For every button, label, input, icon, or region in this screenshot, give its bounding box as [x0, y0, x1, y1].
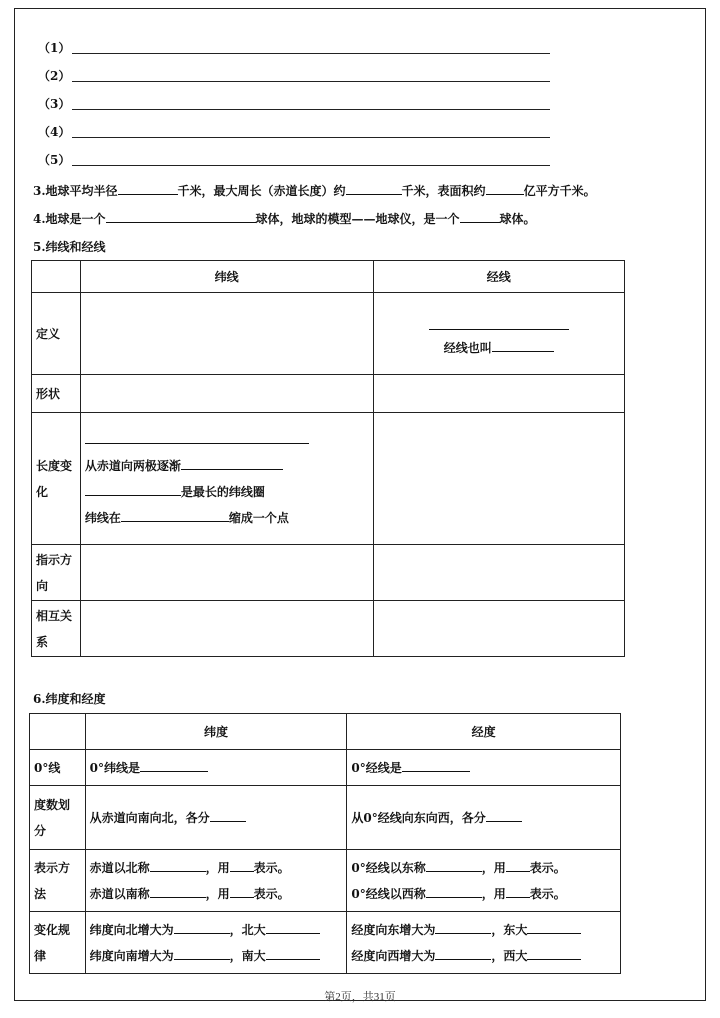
answer-blank[interactable] — [506, 885, 530, 898]
blank-line-3[interactable] — [38, 96, 550, 112]
answer-blank[interactable] — [426, 885, 482, 898]
cell-weft-relation[interactable] — [80, 601, 373, 657]
blank-line-1[interactable] — [38, 40, 550, 56]
item-label: （4） — [38, 125, 71, 139]
answer-blank[interactable] — [429, 317, 569, 330]
section-title-5: 5.纬线和经线 — [33, 240, 106, 254]
item-label: （5） — [38, 153, 71, 167]
answer-blank[interactable] — [266, 947, 320, 960]
answer-blank[interactable] — [435, 921, 491, 934]
section-title-6: 6.纬度和经度 — [33, 692, 106, 706]
col-weft: 纬线 — [80, 261, 373, 293]
blank-line-4[interactable] — [38, 124, 550, 140]
answer-blank[interactable] — [527, 947, 581, 960]
answer-blank[interactable] — [150, 885, 206, 898]
answer-blank[interactable] — [346, 182, 402, 195]
answer-blank[interactable] — [174, 947, 230, 960]
row-relation: 相互关系 — [32, 601, 81, 657]
item-label: （1） — [38, 41, 71, 55]
answer-blank[interactable] — [492, 339, 554, 352]
answer-blank[interactable] — [121, 509, 229, 522]
question-4: 4.地球是一个 球体，地球的模型——地球仪，是一个 球体。 — [33, 212, 536, 226]
cell-lat-zero[interactable]: 0°纬线是 — [85, 750, 347, 786]
col-latitude: 纬度 — [85, 714, 347, 750]
answer-blank[interactable] — [174, 921, 230, 934]
answer-blank[interactable] — [426, 859, 482, 872]
cell-lat-representation[interactable]: 赤道以北称 ，用 表示。 赤道以南称 ，用 表示。 — [85, 850, 347, 912]
row-zero-line: 0°线 — [30, 750, 86, 786]
col-longitude: 经线 — [373, 261, 624, 293]
cell-lon-rule[interactable]: 经度向东增大为 ，东大 经度向西增大为 ，西大 — [347, 912, 621, 974]
cell-weft-definition[interactable] — [80, 293, 373, 375]
cell-lon-zero[interactable]: 0°经线是 — [347, 750, 621, 786]
cell-lon-division[interactable]: 从0°经线向东向西，各分 — [347, 786, 621, 850]
cell-lat-division[interactable]: 从赤道向南向北，各分 — [85, 786, 347, 850]
row-representation: 表示方法 — [30, 850, 86, 912]
cell-longitude-shape[interactable] — [373, 375, 624, 413]
row-definition: 定义 — [32, 293, 81, 375]
cell-longitude-relation[interactable] — [373, 601, 624, 657]
answer-blank[interactable] — [150, 859, 206, 872]
answer-blank[interactable] — [506, 859, 530, 872]
answer-blank[interactable] — [460, 210, 500, 223]
answer-blank[interactable] — [140, 759, 208, 772]
row-length-change: 长度变化 — [32, 413, 81, 545]
cell-weft-length[interactable]: 从赤道向两极逐渐 是最长的纬线圈 纬线在 缩成一个点 — [80, 413, 373, 545]
blank-line-2[interactable] — [38, 68, 550, 84]
row-direction: 指示方向 — [32, 545, 81, 601]
cell-lon-representation[interactable]: 0°经线以东称 ，用 表示。 0°经线以西称 ，用 表示。 — [347, 850, 621, 912]
row-degree-division: 度数划分 — [30, 786, 86, 850]
cell-longitude-definition[interactable]: 经线也叫 — [373, 293, 624, 375]
table-latitude-longitude — [29, 713, 621, 974]
col-longitude: 经度 — [347, 714, 621, 750]
answer-blank[interactable] — [85, 483, 181, 496]
answer-blank[interactable] — [118, 182, 178, 195]
answer-blank[interactable] — [527, 921, 581, 934]
answer-blank[interactable] — [402, 759, 470, 772]
answer-blank[interactable] — [85, 431, 309, 444]
answer-blank[interactable] — [435, 947, 491, 960]
row-shape: 形状 — [32, 375, 81, 413]
question-3: 3.地球平均半径 千米，最大周长（赤道长度）约 千米，表面积约 亿平方千米。 — [33, 184, 596, 198]
answer-blank[interactable] — [181, 457, 283, 470]
blank-line-5[interactable] — [38, 152, 550, 168]
row-change-rule: 变化规律 — [30, 912, 86, 974]
answer-blank[interactable] — [486, 182, 524, 195]
cell-longitude-direction[interactable] — [373, 545, 624, 601]
answer-blank[interactable] — [230, 859, 254, 872]
cell-weft-shape[interactable] — [80, 375, 373, 413]
answer-blank[interactable] — [230, 885, 254, 898]
table-weft-longitude — [31, 260, 625, 657]
page-footer: 第2页，共31页 — [324, 991, 396, 1003]
answer-blank[interactable] — [266, 921, 320, 934]
cell-weft-direction[interactable] — [80, 545, 373, 601]
item-label: （2） — [38, 69, 71, 83]
item-label: （3） — [38, 97, 71, 111]
answer-blank[interactable] — [210, 809, 246, 822]
answer-blank[interactable] — [106, 210, 256, 223]
answer-blank[interactable] — [486, 809, 522, 822]
cell-longitude-length[interactable] — [373, 413, 624, 545]
cell-lat-rule[interactable]: 纬度向北增大为 ，北大 纬度向南增大为 ，南大 — [85, 912, 347, 974]
